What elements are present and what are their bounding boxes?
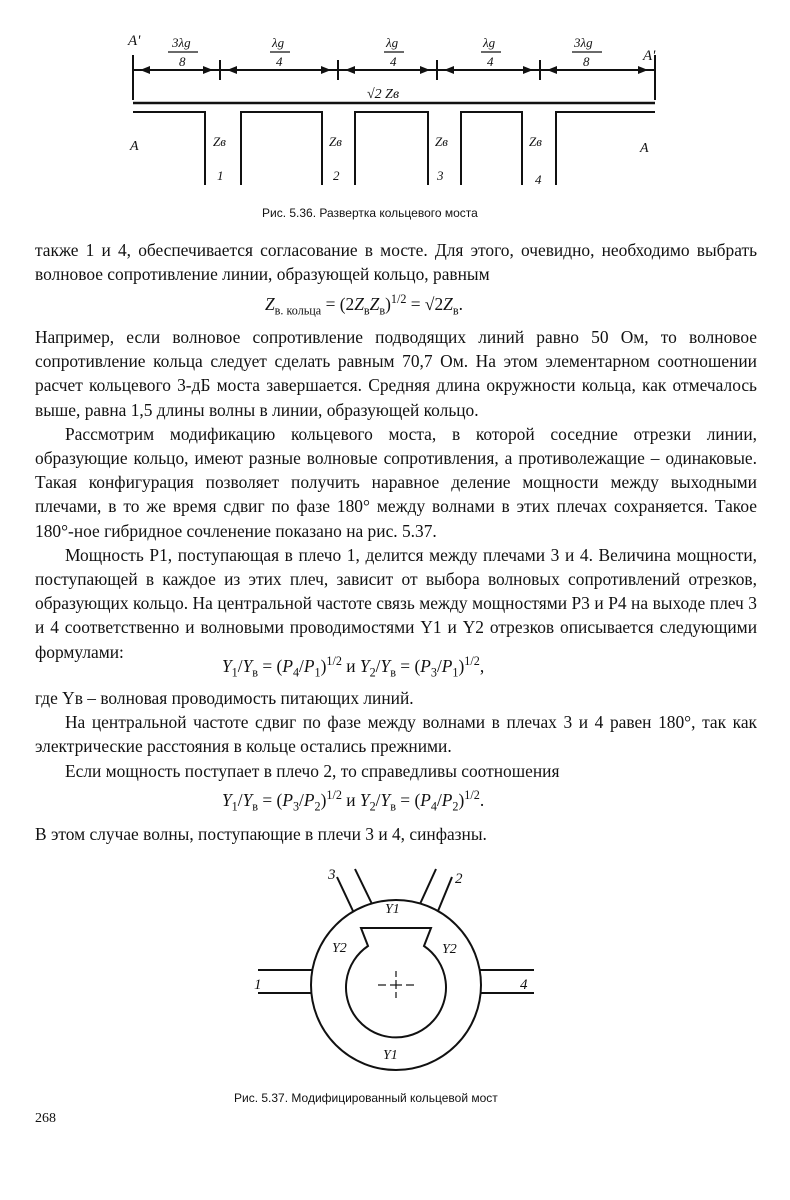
label-y1-top: Y1 [385, 902, 400, 917]
formula-ring-impedance: $Z_{в. кольца} = (2Z_вZ_в)^{1/2} = √2Z_в$. [265, 292, 463, 318]
label-z4: Zв [529, 134, 542, 149]
paragraph-4: Мощность P1, поступающая в плечо 1, делится между плечами 3 и 4. Величина мощности, поступающей в каждое из этих плеч, зависит от выбора волновых сопротивлений отрезков, образующих кольцо. На центральной частоте связь между мощностями P3 и P4 на выходе плеч 3 и 4 соответственно и волновыми проводимостями Y1 и Y2 отрезков описывается следующими формулами: [35, 544, 757, 662]
figure1-caption: Рис. 5.36. Развертка кольцевого моста [262, 206, 478, 220]
label-y1-bottom: Y1 [383, 1048, 398, 1063]
label-z3: Zв [435, 134, 448, 149]
paragraph-7: Если мощность поступает в плечо 2, то справедливы соотношения [65, 760, 560, 781]
label-a-right: A [640, 141, 649, 156]
paragraph-5: где Yв – волновая проводимость питающих линий. [35, 688, 414, 708]
seg4-denominator: 4 [487, 54, 494, 69]
label-ring-impedance: √2 Zв [367, 87, 400, 102]
seg3-denominator: 4 [390, 54, 397, 69]
paragraph-3: Рассмотрим модификацию кольцевого моста, в которой соседние отрезки линии, образующие кольцо, имеют разные волновые сопротивления, а противолежащие – одинаковые. Такая конфигурация позволяет получить наравное деление мощности между выходными плечами, в то же время сдвиг по фазе 180° между волнами в этих плечах сохраняется. Такое 180°-ное гибридное сочленение показано на рис. 5.37. [35, 423, 757, 541]
seg2-numerator: λg [272, 35, 285, 50]
label-a-prime-right: A' [643, 48, 656, 64]
page-number: 268 [35, 1111, 56, 1126]
formula-admittance-1: $Y_1/Y_в = (P_4/P_1)^{1/2}$ и $Y_2/Y_в = (P_3/P_1)^{1/2}$, [222, 654, 485, 680]
body-block-2 [35, 325, 757, 664]
formula-admittance-2: $Y_1/Y_в = (P_3/P_2)^{1/2}$ и $Y_2/Y_в = (P_4/P_2)^{1/2}$. [222, 788, 485, 814]
label-z2: Zв [329, 134, 342, 149]
body-block-1 [35, 238, 757, 286]
label-a-prime-left: A' [128, 33, 141, 49]
paragraph-1: также 1 и 4, обеспечивается согласование в мосте. Для этого, очевидно, необходимо выбрать волновое сопротивление линии, образующей кольцо, равным [35, 240, 757, 285]
label-port4: 4 [535, 172, 542, 187]
body-block-4 [35, 822, 757, 846]
seg1-numerator: 3λg [172, 35, 191, 50]
label-z1: Zв [213, 134, 226, 149]
body-block-3 [35, 686, 757, 783]
label-port2: 2 [333, 168, 340, 183]
label-y2-left: Y2 [332, 941, 347, 956]
seg5-denominator: 8 [583, 54, 590, 69]
figure-ring-unrolled [0, 0, 790, 230]
seg3-numerator: λg [386, 35, 399, 50]
label-y2-right: Y2 [442, 942, 457, 957]
seg4-numerator: λg [483, 35, 496, 50]
seg1-denominator: 8 [179, 54, 186, 69]
label-a-left: A [130, 139, 139, 154]
label-port1: 1 [217, 168, 224, 183]
seg2-denominator: 4 [276, 54, 283, 69]
figure2-caption: Рис. 5.37. Модифицированный кольцевой мост [234, 1091, 498, 1105]
paragraph-8: В этом случае волны, поступающие в плечи 3 и 4, синфазны. [35, 824, 487, 844]
ring-port1-label: 1 [254, 977, 262, 993]
label-port3: 3 [437, 168, 444, 183]
paragraph-6: На центральной частоте сдвиг по фазе между волнами в плечах 3 и 4 равен 180°, так как электрические расстояния в кольце остались прежними. [35, 712, 757, 757]
ring-port2-label: 2 [455, 871, 463, 887]
ring-port4-label: 4 [520, 977, 528, 993]
ring-port3-label: 3 [328, 867, 336, 883]
paragraph-2: Например, если волновое сопротивление подводящих линий равно 50 Ом, то волновое сопротивление кольца следует сделать равным 70,7 Ом. На этом элементарном соотношении расчет кольцевого 3-дБ моста завершается. Средняя длина окружности кольца, как отмечалось выше, равна 1,5 длины волны в линии, образующей кольцо. [35, 327, 757, 420]
seg5-numerator: 3λg [574, 35, 593, 50]
